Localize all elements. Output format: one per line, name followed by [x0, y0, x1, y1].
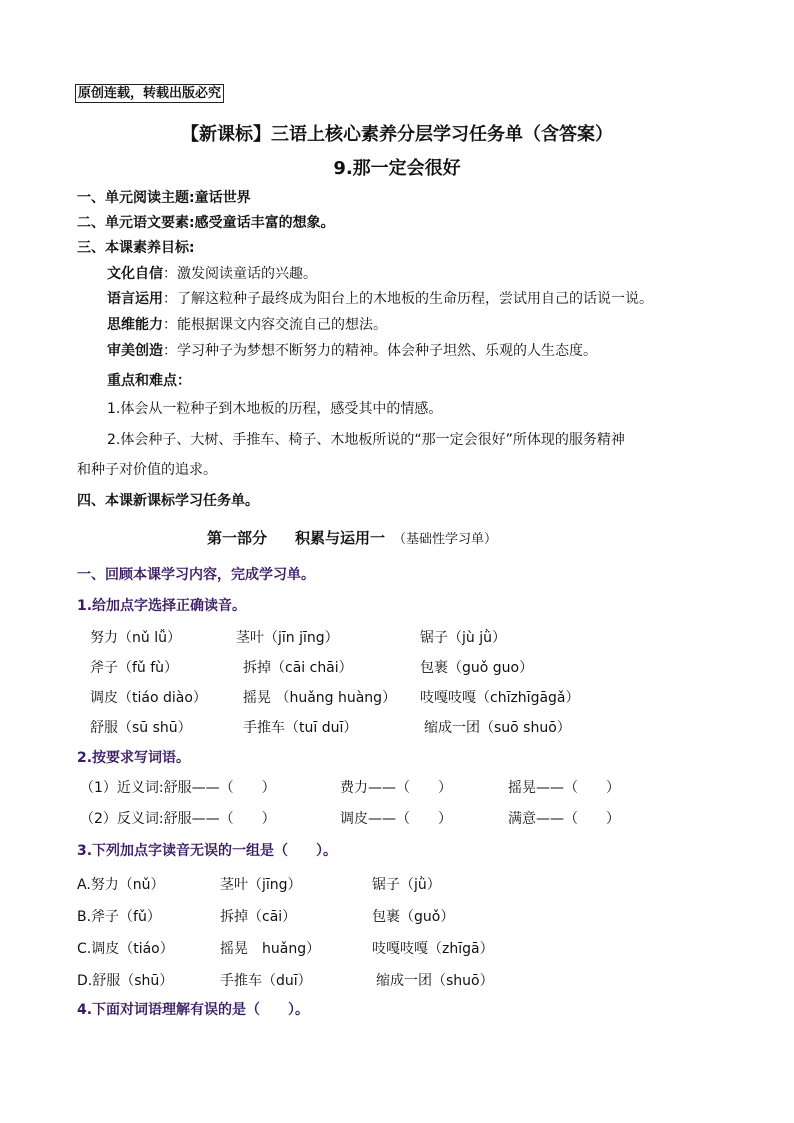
word-blank: 满意——（ ）: [508, 811, 620, 827]
word-blank: 摇晃——（ ）: [508, 780, 620, 796]
goal-text: ：激发阅读童话的兴趣。: [163, 266, 317, 282]
goal-label: 思维能力: [107, 317, 163, 333]
answer-option-c: 摇晃 huǎng）: [220, 941, 321, 957]
answer-option-b: 拆掉（cāi）: [220, 909, 297, 925]
key-points-label: 重点和难点：: [107, 373, 191, 389]
word-blank: （1）近义词:舒服——（ ）: [80, 780, 276, 796]
section-theme: 一、单元阅读主题:童话世界: [77, 190, 251, 206]
pinyin-item: 调皮（tiáo diào）: [90, 690, 207, 706]
goal-text: ：学习种子为梦想不断努力的精神。体会种子坦然、乐观的人生态度。: [163, 343, 597, 359]
part-title: 第一部分: [207, 529, 268, 547]
part-heading: [207, 528, 497, 550]
answer-option-d: 手推车（duī）: [220, 973, 312, 989]
lesson-title: 9.那一定会很好: [333, 158, 461, 179]
pinyin-item: 手推车（tuī duī）: [243, 720, 358, 736]
answer-option-a: 锯子（jǜ）: [372, 877, 441, 893]
section-goals: 三、本课素养目标:: [77, 240, 195, 256]
goal-text: ：能根据课文内容交流自己的想法。: [163, 317, 387, 333]
pinyin-item: 缩成一团（suō shuō）: [424, 720, 571, 736]
word-blank: （2）反义词:舒服——（ ）: [80, 811, 276, 827]
pinyin-item: 锯子（jù jǜ）: [420, 630, 506, 646]
word-blank: 调皮——（ ）: [340, 811, 452, 827]
pinyin-item: 摇晃 （huǎng huàng）: [243, 690, 397, 706]
pinyin-item: 斧子（fǔ fù）: [90, 660, 179, 676]
question-3: 3.下列加点字读音无误的一组是（ ）。: [77, 843, 338, 859]
copyright-stamp: 原创连载，转载出版必究: [75, 84, 224, 103]
goal-culture: [107, 264, 317, 284]
goal-language: [107, 289, 653, 309]
goal-aesthetic: [107, 341, 597, 361]
part-subtitle: 积累与运用一: [295, 529, 386, 547]
goal-text: ：了解这粒种子最终成为阳台上的木地板的生命历程，尝试用自己的话说一说。: [163, 291, 653, 307]
question-2: 2.按要求写词语。: [77, 750, 191, 766]
pinyin-item: 舒服（sū shū）: [90, 720, 192, 736]
review-heading: 一、回顾本课学习内容，完成学习单。: [77, 567, 315, 583]
goal-label: 文化自信: [107, 266, 163, 282]
section-elements: 二、单元语文要素:感受童话丰富的想象。: [77, 215, 335, 231]
word-blank: 费力——（ ）: [340, 780, 452, 796]
pinyin-item: 吱嘎吱嘎（chīzhīgāgǎ）: [420, 690, 580, 706]
answer-option-b: 包裹（guǒ）: [372, 909, 455, 925]
goal-thinking: [107, 315, 387, 335]
key-point-2-cont: 和种子对价值的追求。: [77, 462, 217, 478]
key-point-2: 2.体会种子、大树、手推车、椅子、木地板所说的“那一定会很好”所体现的服务精神: [107, 432, 625, 448]
answer-option-d: D.舒服（shū）: [77, 973, 174, 989]
answer-option-d: 缩成一团（shuō）: [376, 973, 494, 989]
answer-option-a: 茎叶（jīng）: [220, 877, 302, 893]
goal-label: 语言运用: [107, 291, 163, 307]
question-4: 4.下面对词语理解有误的是（ ）。: [77, 1002, 310, 1018]
answer-option-b: B.斧子（fǔ）: [77, 909, 161, 925]
question-1: 1.给加点字选择正确读音。: [77, 598, 247, 614]
section-task-list: 四、本课新课标学习任务单。: [77, 493, 259, 509]
pinyin-item: 拆掉（cāi chāi）: [243, 660, 353, 676]
pinyin-item: 努力（nǔ lǚ）: [90, 630, 181, 646]
document-title: 【新课标】三语上核心素养分层学习任务单（含答案）: [181, 124, 613, 145]
answer-option-a: A.努力（nǔ）: [77, 877, 165, 893]
answer-option-c: C.调皮（tiáo）: [77, 941, 174, 957]
pinyin-item: 茎叶（jīn jīng）: [236, 630, 339, 646]
answer-option-c: 吱嘎吱嘎（zhīgā）: [372, 941, 494, 957]
pinyin-item: 包裹（guǒ guo）: [420, 660, 534, 676]
goal-label: 审美创造: [107, 343, 163, 359]
key-point-1: 1.体会从一粒种子到木地板的历程，感受其中的情感。: [107, 401, 443, 417]
part-note: （基础性学习单）: [393, 532, 498, 547]
